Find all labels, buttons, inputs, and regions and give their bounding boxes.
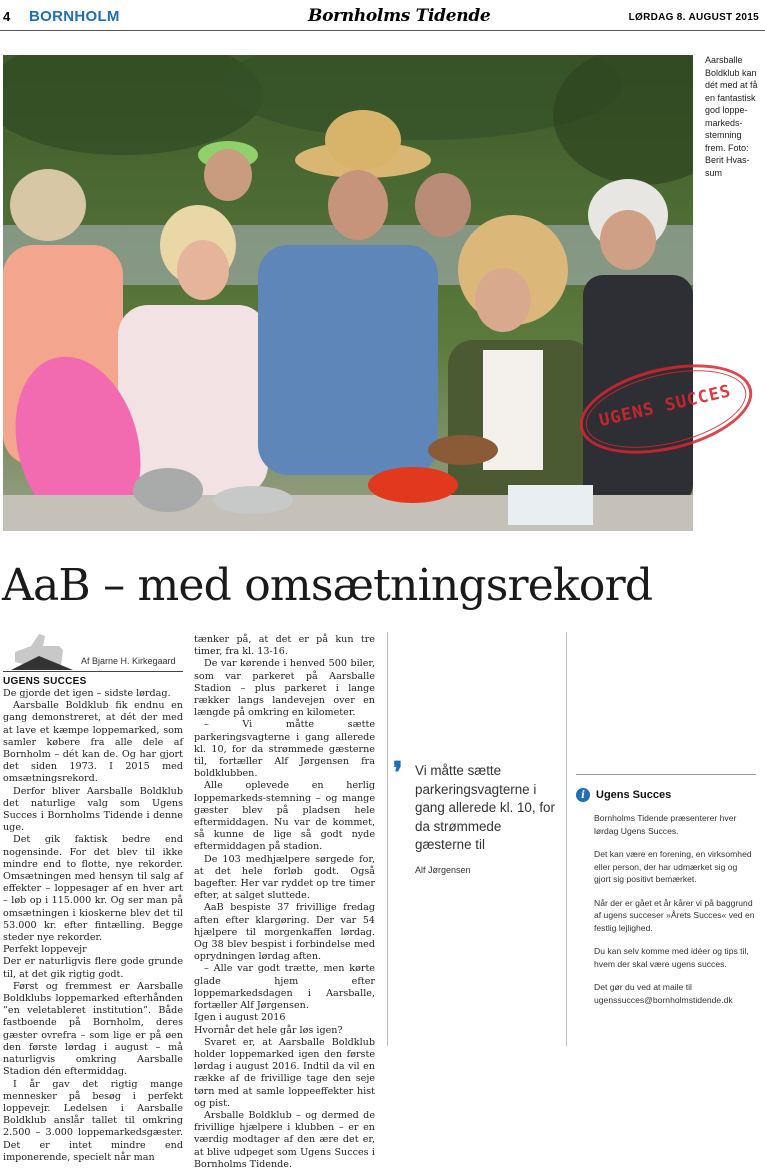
article-paragraph: Først og fremmest er Aarsballe Boldklubs loppemarked efterhånden ”en veletableret institution”. Både fastboende på Bornholm, deres gæster ovrefra – som lige er på øen den første lørdag i august – må naturligvis omkring Aarsballe Stadion dén eftermiddag. [3, 980, 183, 1078]
stamp-text: UGENS SUCCES [597, 381, 734, 431]
header-rule [0, 30, 765, 31]
article-paragraph: Aarsballe Boldklub fik endnu en gang demonstreret, at dét der med at lave et kæmpe loppemarked, som samler købere fra alle dele af Bornholm – dét kan de. Og har gjort det siden 1973. I 2015 med omsætningsrekord. [3, 700, 183, 785]
section-name: BORNHOLM [29, 8, 120, 25]
section-rule [3, 671, 183, 672]
article-paragraph: – Vi måtte sætte parkeringsvagterne i gang allerede kl. 10, for da strømmede gæsterne til, fortæller Alf Jørgensen fra boldklubben. [194, 719, 375, 780]
pull-quote-text: Vi måtte sætte parkeringsvagterne i gang allerede kl. 10, for da strømmede gæsterne til [415, 763, 555, 852]
article-paragraph: Der er naturligvis flere gode grunde til, at det gik rigtig godt. [3, 956, 183, 980]
article-paragraph: tænker på, at det er på kun tre timer, fra kl. 13-16. [194, 634, 375, 658]
article-paragraph: Alle oplevede en herlig loppemarkeds-stemning – og mange gæster blev på pladsen hele eftermiddagen. Nu var de kommet, så kunne de lige så godt nyde eftermiddagen på stadion. [194, 780, 375, 853]
info-body [576, 812, 756, 1006]
info-rule [576, 774, 756, 775]
article-headline: AaB – med omsætningsrekord [2, 560, 653, 611]
article-paragraph: Derfor bliver Aarsballe Boldklub det naturlige valg som Ugens Succes i Bornholms Tidende i denne uge. [3, 785, 183, 834]
issue-date: LØRDAG 8. AUGUST 2015 [628, 12, 759, 23]
article-column-2 [194, 634, 375, 1171]
article-paragraph: Arsballe Boldklub – og dermed de frivillige hjælpere i klubben – er en værdig modtager af den ære det er, at blive udpeget som Ugens Succes i Bornholms Tidende. [194, 1109, 375, 1170]
info-heading [576, 788, 756, 802]
info-paragraph: Bornholms Tidende præsenterer hver lørdag Ugens Succes. [594, 813, 737, 836]
thumbs-up-icon [11, 632, 73, 670]
article-paragraph: De gjorde det igen – sidste lørdag. [3, 688, 171, 699]
photo-caption: Aarsballe Boldklub kan dét med at få en fantastisk god loppe-markeds-stemning frem. Foto: Berit Hvas-sum [705, 55, 758, 178]
info-paragraph: Det kan være en forening, en virksomhed eller person, der har udmærket sig og gjort sig positivt bemærket. [594, 849, 752, 884]
article-paragraph: Perfekt loppevejr [3, 944, 87, 956]
pull-quote [393, 756, 555, 875]
article-paragraph: Det gik faktisk bedre end nogensinde. For det blev til ikke mindre end to flotte, nye rekorder. Omsætningen med hensyn til salg af effekter – loppesager af en hver art – løb op i 115.000 kr. Og ser man på omsætningen i kioskerne blev det til 53.000 kr. efter fintælling. Begge steder nye rekorder. [3, 834, 183, 944]
article-paragraph: – Alle var godt trætte, men kørte glade hjem efter loppemarkedsdagen i Aarsballe, fortæller Alf Jørgensen. [194, 963, 375, 1012]
info-paragraph: Når der er gået et år kårer vi på baggrund af ugens succeser »Årets Succes« ved en festlig lejlighed. [594, 897, 755, 933]
article-paragraph: AaB bespiste 37 frivillige fredag aften efter klargøring. Der var 54 hjælpere til morgenkaffen lørdag. Og 38 blev bespist i forbindelse med oprydningen lørdag aften. [194, 902, 375, 963]
quote-mark-icon: ❜ [393, 756, 403, 791]
info-paragraph: Det gør du ved at maile til ugenssucces@bornholmstidende.dk [594, 982, 733, 1005]
info-box [576, 774, 756, 1006]
byline-zone [3, 632, 183, 674]
column-divider [387, 632, 388, 1046]
article-paragraph: Igen i august 2016 [194, 1012, 286, 1024]
newspaper-logo: Bornholms Tidende [308, 6, 491, 26]
column-divider [566, 632, 567, 1046]
article-paragraph: Svaret er, at Aarsballe Boldklub holder loppemarked igen den første lørdag i august 2016. Indtil da vil en række af de frivillige tage den seje tørn med at samle loppeeffekter hist og pist. [194, 1036, 375, 1109]
article-paragraph: De var kørende i henved 500 biler, som var parkeret på Aarsballe Stadion – plus parkeret i lange rækker langs landevejen over en længde på omkring en kilometer. [194, 658, 375, 719]
page-number: 4 [3, 9, 11, 24]
article-paragraph: De 103 medhjælpere sørgede for, at det hele forløb godt. Også bagefter. Her var ryddet op tre timer efter, at salget sluttede. [194, 853, 375, 902]
info-title: Ugens Succes [596, 789, 672, 801]
info-icon: i [576, 788, 590, 802]
article-paragraph: Hvornår det hele går løs igen? [194, 1024, 343, 1036]
article-paragraph: I år gav det rigtig mange mennesker på besøg i perfekt loppevejr. Ledelsen i Aarsballe Boldklub anslår tallet til omkring 2.500 – 3.000 loppemarkedsgæster. Det er intet mindre end imponerende, specielt når man [3, 1078, 183, 1163]
article-byline: Af Bjarne H. Kirkegaard [81, 656, 176, 666]
page-header [0, 0, 765, 30]
article-column-1 [3, 688, 183, 1164]
section-label: UGENS SUCCES [3, 676, 87, 687]
info-paragraph: Du kan selv komme med idéer og tips til, hvem der skal være ugens succes. [594, 946, 749, 969]
pull-quote-author: Alf Jørgensen [415, 864, 471, 875]
